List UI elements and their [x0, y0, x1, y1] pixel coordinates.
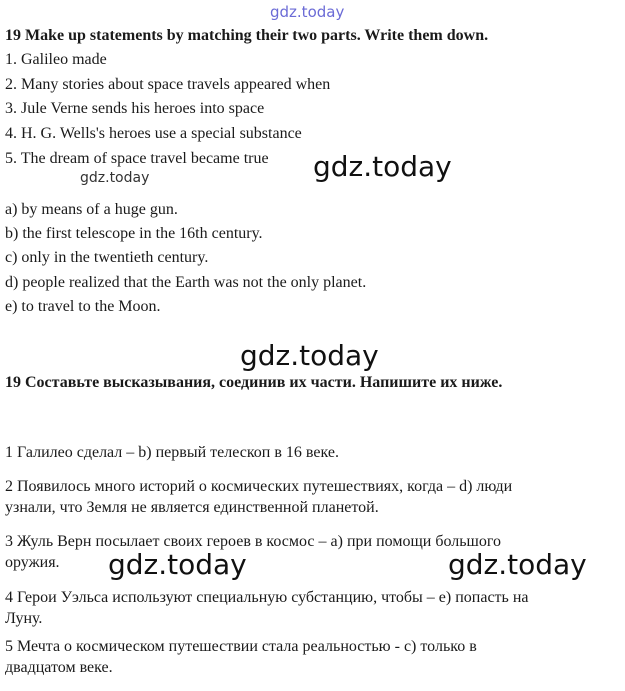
statement-ending: b) the first telescope in the 16th century. [5, 225, 263, 242]
statement-start: 5. The dream of space travel became true [5, 150, 269, 167]
watermark: gdz.today [270, 3, 345, 21]
statement-start: 1. Galileo made [5, 51, 107, 68]
answer-line: двадцатом веке. [5, 659, 113, 676]
statement-ending: e) to travel to the Moon. [5, 298, 161, 315]
statement-ending: a) by means of a huge gun. [5, 201, 178, 218]
answer-line: Луну. [5, 610, 43, 627]
watermark: gdz.today [240, 339, 379, 372]
answer-line: 2 Появилось много историй о космических путешествиях, когда – d) люди [5, 478, 513, 495]
statement-ending: d) people realized that the Earth was not the only planet. [5, 274, 367, 291]
watermark: gdz.today [313, 150, 452, 183]
watermark: gdz.today [80, 170, 150, 186]
english-heading: 19 Make up statements by matching their two parts. Write them down. [5, 27, 489, 44]
statement-start: 3. Jule Verne sends his heroes into space [5, 100, 265, 117]
statement-ending: c) only in the twentieth century. [5, 249, 209, 266]
statement-start: 2. Many stories about space travels appeared when [5, 76, 331, 93]
answer-line: оружия. [5, 554, 60, 571]
answer-line: 3 Жуль Верн посылает своих героев в космос – a) при помощи большого [5, 533, 502, 550]
russian-heading: 19 Составьте высказывания, соединив их части. Напишите их ниже. [5, 374, 503, 391]
answer-line: 5 Мечта о космическом путешествии стала реальностью - c) только в [5, 638, 477, 655]
answer-line: узнали, что Земля не является единственной планетой. [5, 499, 379, 516]
watermark: gdz.today [448, 548, 587, 581]
watermark: gdz.today [108, 548, 247, 581]
answer-line: 4 Герои Уэльса используют специальную субстанцию, чтобы – e) попасть на [5, 589, 529, 606]
answer-line: 1 Галилео сделал – b) первый телескоп в 16 веке. [5, 444, 339, 461]
statement-start: 4. H. G. Wells's heroes use a special substance [5, 125, 302, 142]
